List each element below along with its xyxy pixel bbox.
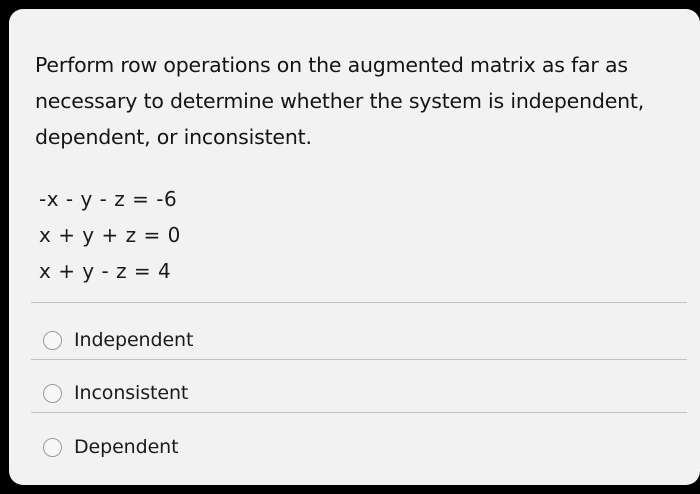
radio-button[interactable] [43,331,62,350]
radio-button[interactable] [43,384,62,403]
option-independent[interactable] [43,329,193,351]
equation-2: x + y + z = 0 [39,223,181,247]
radio-button[interactable] [43,438,62,457]
divider [31,412,687,413]
question-card [9,9,700,485]
equation-3: x + y - z = 4 [39,259,172,283]
divider [31,359,687,360]
option-dependent[interactable] [43,436,178,458]
equation-system [39,181,181,289]
equation-1: -x - y - z = -6 [39,187,178,211]
option-label: Independent [74,329,194,351]
option-label: Inconsistent [74,382,189,404]
question-prompt: Perform row operations on the augmented matrix as far as necessary to determine whether the system is independent, dependent, or inconsistent. [35,53,645,149]
divider [31,302,687,303]
option-label: Dependent [74,436,179,458]
option-inconsistent[interactable] [43,382,188,404]
